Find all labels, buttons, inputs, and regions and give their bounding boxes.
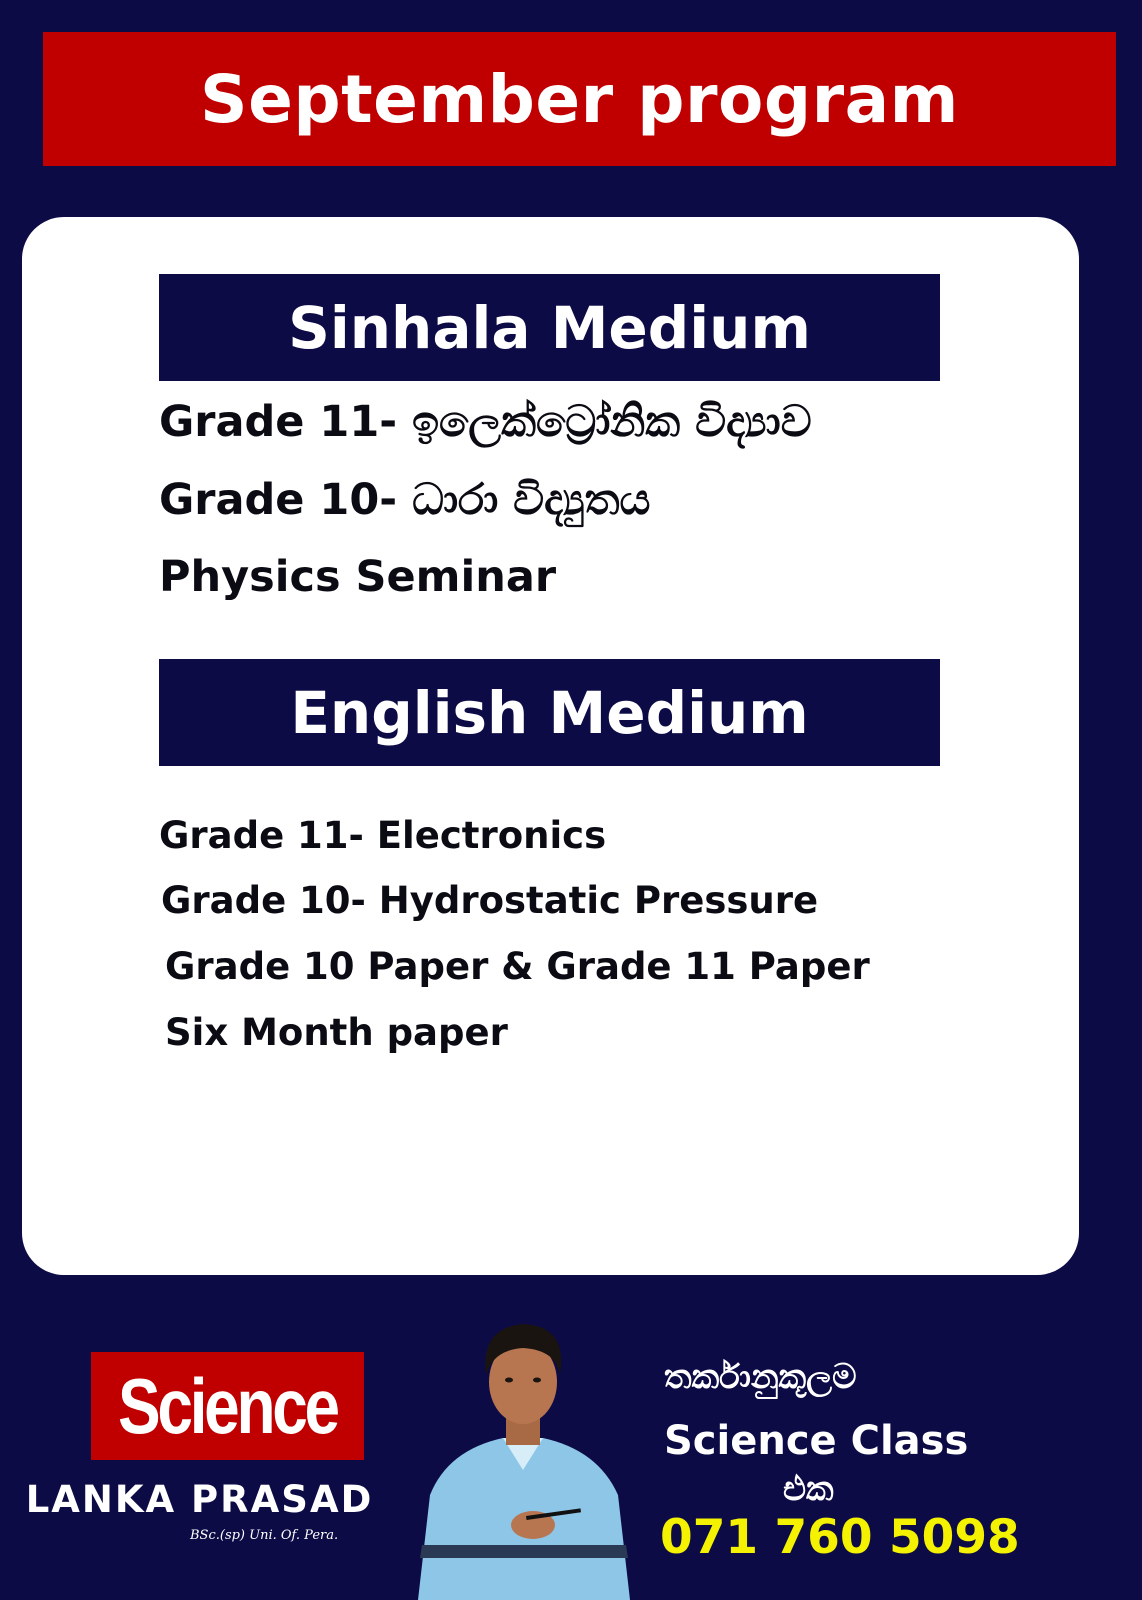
list-item: Six Month paper xyxy=(165,1011,508,1054)
list-item: Grade 11- ඉලෙක්ට්‍රෝනික විද්‍යාව xyxy=(159,397,812,447)
program-title: September program xyxy=(200,60,959,138)
english-medium-heading-box xyxy=(159,659,940,766)
teacher-qualifications: BSc.(sp) Uni. Of. Pera. xyxy=(190,1528,339,1543)
english-medium-heading: English Medium xyxy=(290,678,809,747)
list-item: Grade 10 Paper & Grade 11 Paper xyxy=(165,945,870,988)
teacher-name: LANKA PRASAD xyxy=(25,1478,374,1521)
tagline-line-2: Science Class xyxy=(664,1418,969,1464)
list-item: Physics Seminar xyxy=(159,552,557,602)
sinhala-medium-heading-box xyxy=(159,274,940,381)
tagline-line-1: තර්කානුකූලම xyxy=(664,1357,857,1397)
list-item: Grade 10- Hydrostatic Pressure xyxy=(161,879,819,922)
program-card xyxy=(22,217,1079,1275)
logo-text: Science xyxy=(118,1361,337,1450)
phone-number: 071 760 5098 xyxy=(660,1510,1020,1565)
science-logo xyxy=(91,1352,364,1460)
tagline-line-3: එක xyxy=(783,1469,834,1509)
list-item: Grade 10- ධාරා විද්‍යුතය xyxy=(159,475,651,525)
sinhala-medium-heading: Sinhala Medium xyxy=(288,293,811,362)
teacher-photo xyxy=(408,1320,638,1600)
list-item: Grade 11- Electronics xyxy=(159,814,607,857)
title-banner xyxy=(43,32,1116,166)
